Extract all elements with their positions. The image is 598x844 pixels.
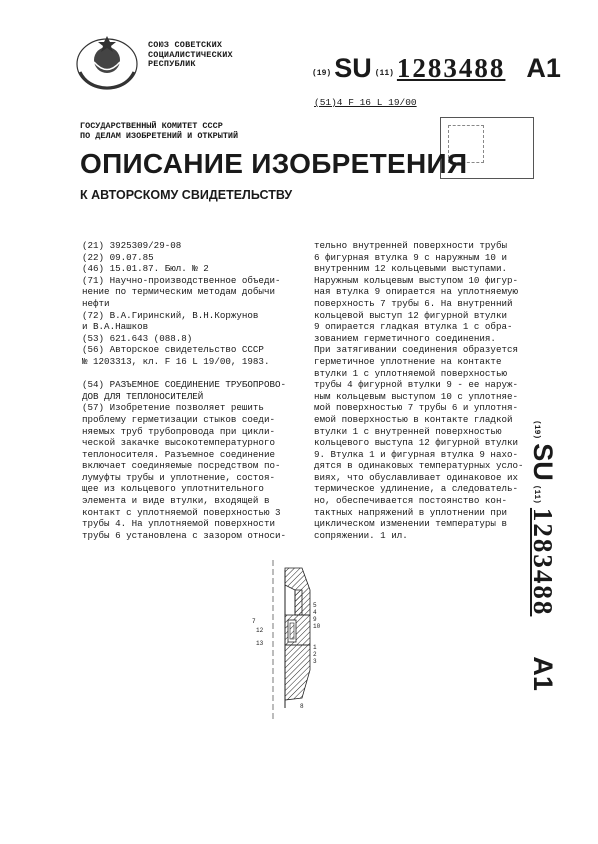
figure-label: 12 [256, 627, 264, 634]
abstract-line: При затягивании соединения образуется [314, 344, 518, 356]
abstract-line: емой поверхностью в контакте гладкой [314, 413, 513, 425]
abstract-line: тактных напряжений в уплотнении при [314, 506, 507, 518]
abstract-line: трубы 4. На уплотняемой поверхности [82, 518, 275, 530]
invention-title-line: ДОВ ДЛЯ ТЕПЛОНОСИТЕЛЕЙ [82, 390, 204, 402]
abstract-line: кольцевой выступ 12 фигурной втулки [314, 309, 507, 321]
abstract-line: втулки 1 с внутренней поверхностью [314, 425, 502, 437]
abstract-line: термическое удлинение, а следователь- [314, 483, 518, 495]
abstract-line: внутренним 12 кольцевыми выступами. [314, 263, 507, 275]
side-country-code: SU [528, 443, 558, 481]
union-line: СОЦИАЛИСТИЧЕСКИХ [148, 49, 233, 60]
abstract-line: зованием герметичного соединения. [314, 332, 496, 344]
figure-label: 13 [256, 640, 264, 647]
country-code: SU [334, 53, 372, 83]
abstract-line: Наружным кольцевым выступом 10 фигур- [314, 274, 518, 286]
figure-label: 8 [300, 703, 304, 710]
abstract-line: щее из кольцевого уплотнительного [82, 483, 264, 495]
abstract-line: ческой закачке высокотемпературного [82, 437, 275, 449]
code-19: (19) [312, 69, 332, 78]
biblio-line: (72) В.А.Гиринский, В.Н.Коржунов [82, 309, 259, 321]
side-kind-code: A1 [528, 656, 558, 691]
committee-name [80, 121, 238, 141]
abstract-line: контакт с уплотняемой поверхностью 3 [82, 506, 281, 518]
invention-title-line: (54) РАЗЪЕМНОЕ СОЕДИНЕНИЕ ТРУБОПРОВО- [82, 379, 286, 391]
abstract-line: (57) Изобретение позволяет решить [82, 402, 264, 414]
kind-code: A1 [526, 53, 561, 83]
committee-line: ГОСУДАРСТВЕННЫЙ КОМИТЕТ СССР [80, 121, 223, 131]
state-emblem-icon [72, 32, 142, 92]
abstract-line: трубы 4 фигурной втулки 9 - ее наруж- [314, 379, 518, 391]
figure-label: 3 [313, 658, 317, 665]
left-column [82, 240, 302, 541]
figure-label: 1 [313, 644, 317, 651]
abstract-line: 9 опирается гладкая втулка 1 с обра- [314, 321, 513, 333]
abstract-line: няемых труб трубопровода при цикли- [82, 425, 275, 437]
right-column [314, 240, 534, 541]
biblio-line: № 1203313, кл. F 16 L 19/00, 1983. [82, 355, 270, 367]
abstract-line: трубы 6 установлена с зазором относи- [82, 529, 286, 541]
patent-number-block [312, 50, 561, 84]
biblio-line: нение по термическим методам добычи [82, 286, 275, 298]
biblio-line: нефти [82, 297, 110, 309]
side-code-11: (11) [532, 484, 541, 504]
abstract-line: кольцевого выступа 12 фигурной втулки [314, 437, 518, 449]
figure-label: 4 [313, 609, 317, 616]
union-name [148, 41, 233, 70]
abstract-line: поверхность 7 трубы 6. На внутренний [314, 297, 513, 309]
biblio-line: и В.А.Нашков [82, 321, 149, 333]
abstract-line: виях, что обуславливает одинаковое их [314, 471, 518, 483]
side-patent-number-value: 1283488 [528, 507, 558, 617]
abstract-line: циклическом изменении температуры в [314, 518, 507, 530]
abstract-line: тельно внутренней поверхности трубы [314, 240, 507, 251]
abstract-line: дятся в одинаковых температурных усло- [314, 460, 524, 472]
abstract-line: 6 фигурная втулка 9 с наружным 10 и [314, 251, 507, 263]
abstract-line: герметичное уплотнение на контакте [314, 355, 502, 367]
biblio-line: (22) 09.07.85 [82, 251, 154, 263]
biblio-line: (71) Научно-производственное объеди- [82, 274, 281, 286]
union-line: СОЮЗ СОВЕТСКИХ [148, 40, 223, 50]
committee-line: ПО ДЕЛАМ ИЗОБРЕТЕНИЙ И ОТКРЫТИЙ [80, 131, 239, 141]
biblio-line: (53) 621.643 (088.8) [82, 332, 193, 344]
abstract-line: теплоносителя. Разъемное соединение [82, 448, 275, 460]
abstract-line: элемента и виде втулки, входящей в [82, 495, 270, 507]
document-title: ОПИСАНИЕ ИЗОБРЕТЕНИЯ [80, 148, 468, 179]
abstract-line: ным кольцевым выступом 10 с уплотняе- [314, 390, 518, 402]
figure-label: 10 [313, 623, 321, 630]
abstract-line: включает соединяемые посредством по- [82, 460, 281, 472]
patent-number: 1283488 [396, 53, 506, 83]
abstract-line: сопряжении. 1 ил. [314, 529, 408, 541]
figure-label: 7 [252, 618, 256, 625]
biblio-line: (46) 15.01.87. Бюл. № 2 [82, 263, 209, 275]
abstract-line: 9. Втулка 1 и фигурная втулка 9 нахо- [314, 448, 518, 460]
code-11: (11) [374, 69, 394, 78]
figure-labels-right [313, 602, 320, 665]
abstract-line: лумуфты трубы и уплотнение, состоя- [82, 471, 275, 483]
biblio-line: (21) 3925309/29-08 [82, 240, 182, 251]
union-line: РЕСПУБЛИК [148, 59, 196, 69]
biblio-line: (56) Авторское свидетельство СССР [82, 344, 264, 356]
abstract-line: проблему герметизации стыков соеди- [82, 413, 275, 425]
abstract-line: но, обеспечивается постоянство кон- [314, 495, 507, 507]
ipc-class: (51)4 F 16 L 19/00 [314, 97, 417, 108]
abstract-line: втулки 1 с уплотняемой поверхностью [314, 367, 507, 379]
side-code-19: (19) [532, 420, 541, 440]
document-subtitle: К АВТОРСКОМУ СВИДЕТЕЛЬСТВУ [80, 188, 293, 202]
figure-label: 9 [313, 616, 317, 623]
abstract-line: ная втулка 9 опирается на уплотняемую [314, 286, 518, 298]
abstract-line: мой поверхностью 7 трубы 6 и уплотня- [314, 402, 518, 414]
figure-label: 2 [313, 651, 317, 658]
figure-label: 5 [313, 602, 317, 609]
